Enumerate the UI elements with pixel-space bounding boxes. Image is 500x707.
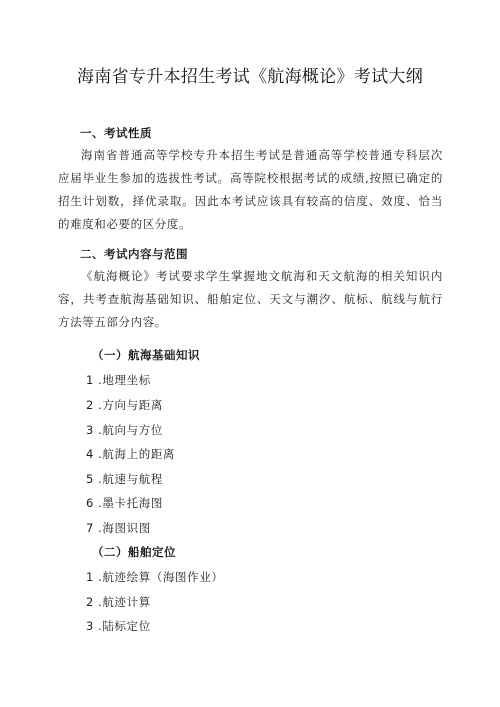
section-paragraph-exam-content: 《航海概论》考试要求学生掌握地文航海和天文航海的相关知识内容，共考查航海基础知识、船舶定位、天文与潮汐、航标、航线与航行方法等五部分内容。: [58, 269, 443, 329]
list-item: 7 .海图识图: [86, 521, 151, 535]
subsection-heading-ship-positioning: （二）船舶定位: [92, 545, 176, 559]
list-item: 2 .航迹计算: [86, 595, 151, 609]
list-item: 1 .航迹绘算（海图作业）: [86, 570, 224, 584]
section-heading-exam-nature: 一、考试性质: [80, 126, 152, 140]
section-heading-exam-content: 二、考试内容与范围: [80, 247, 188, 261]
list-item: 3 .航向与方位: [86, 423, 163, 437]
list-item: 6 .墨卡托海图: [86, 496, 163, 510]
list-item: 2 .方向与距离: [86, 398, 163, 412]
document-title: 海南省专升本招生考试《航海概论》考试大纲: [77, 67, 423, 87]
list-item: 4 .航海上的距离: [86, 447, 176, 461]
list-item: 1 .地理坐标: [86, 373, 151, 387]
subsection-heading-navigation-basics: （一）航海基础知识: [92, 348, 200, 362]
section-paragraph-exam-nature: 海南省普通高等学校专升本招生考试是普通高等学校普通专科层次应届毕业生参加的选拔性考试。高等院校根据考试的成绩,按照已确定的招生计划数，择优录取。因此本考试应该具有较高的信度、效度、恰当的难度和必要的区分度。: [58, 148, 443, 231]
list-item: 5 .航速与航程: [86, 472, 163, 486]
list-item: 3 .陆标定位: [86, 619, 151, 633]
